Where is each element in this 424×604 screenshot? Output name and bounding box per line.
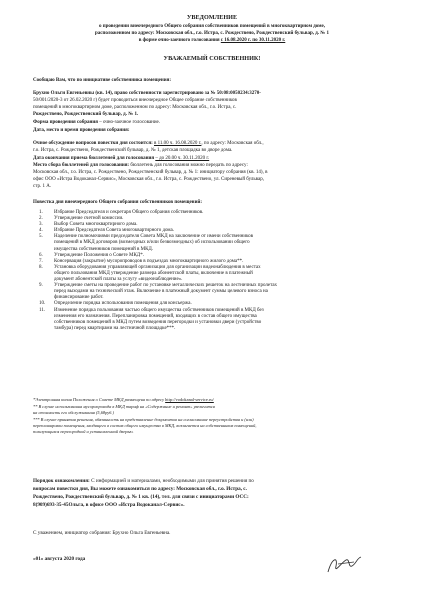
header-line-2: расположенном по адресу: Московская обл., г.о. Истра, с. Рождествено, Рождественский бульвар, д. № 1 (94, 31, 330, 36)
acquaint-line-4: 8(909)693-35-45Ольга, в офисе ООО «Истра Водоканал-Сервис». (33, 502, 185, 508)
acquaint-line-2: вопросам повестки дня, Вы можете ознакомиться по адресу: Московская обл., г.о. Истра, с. (33, 486, 247, 492)
salutation: УВАЖАЕМЫЙ СОБСТВЕННИК! (163, 55, 261, 62)
agenda-item-2: 2. Утверждение счетной комиссии. (39, 216, 124, 222)
agenda-item-4: 4. Избрание Председателя Совета многоквартирного дома. (39, 228, 174, 234)
end-value: – до 20.00 ч. 30.11.2020 г. (155, 156, 210, 161)
collect-line (33, 163, 248, 168)
ochnoe-time: в 11.00 ч. 16.08.2020 г. (153, 141, 202, 146)
notice-title: УВЕДОМЛЕНИЕ (186, 14, 238, 21)
agenda-item-7: 7. Консервация (закрытие) мусоропроводов в подъездах многоквартирного жилого дома**. (39, 258, 244, 264)
collect-rest: бюллетень для голосования можно передать по адресу: (130, 163, 248, 168)
intro-text: Сообщаю Вам, что по инициативе собственника помещения: (33, 78, 172, 83)
form-value: – очно-заочное голосование. (99, 120, 160, 125)
agenda-item-6: 6. Утверждение Положения о Совете МКД*. (39, 252, 144, 258)
closing-date: «01» августа 2020 года (33, 556, 86, 562)
footnote-2-line-1: ** В случае использования мусоропровода в МКД тариф на «Содержание и ремонт» увеличится (33, 404, 215, 409)
form-line (33, 120, 160, 125)
agenda-heading: Повестка дня внеочередного Общего собрания собственников помещений: (33, 200, 202, 205)
closing-respect: С уважением, инициатор собрания: Брухно Ольга Евгеньевна. (33, 530, 171, 536)
header-line-3 (0, 38, 424, 43)
datetime-heading: Дата, место и время проведения собрания: (33, 128, 130, 133)
footnote-1 (33, 397, 214, 402)
footnote-3-line-2: перепланировки помещения, входящего в состав общего имущества в МКД, возлагается на собственников помещений, (33, 423, 257, 428)
initiator-line-3: помещений в многоквартирном доме, расположенном по адресу: Московская обл., г.о. Истра, с. (33, 105, 237, 110)
agenda-item-10: 10. Определение порядка использования помещения для консьержа. (39, 301, 192, 307)
ochnoe-label: Очное обсуждение вопросов повестки дня состоится: (33, 141, 153, 146)
collect-label: Место сбора бюллетеней для голосования: (33, 163, 130, 168)
collect-line-2: Московская обл., г.о. Истра, с. Рождествено, Рождественский бульвар, д. № 1: инициатору собрания (кв. 14), в (33, 170, 268, 175)
end-line (33, 156, 209, 161)
header-dates: с 16.08.2020 г. по 30.11.2020 г. (220, 38, 286, 43)
agenda-list (34, 210, 386, 332)
ochnoe-rest: , по адресу: Московская обл., (201, 141, 264, 146)
acquaint-label: Порядок ознакомления: (33, 478, 90, 484)
acquaint-line-1 (33, 478, 254, 484)
acquaint-line-3: Рождествено, Рождественский бульвар, д. № 1 кв. (14), тел. для связи с инициаторами ОСС: (33, 494, 249, 500)
agenda-item-1: 1. Избрание Председателя и секретаря Общего собрания собственников. (39, 210, 204, 215)
initiator-line-4: Рождествено, Рождественский бульвар, д. № 1. (33, 112, 139, 117)
agenda-item-8: 8. Установка оборудования управляющей организации для организации видеонаблюдения в местах общего пользования МКД утверждение размера абонентской платы, включение в платежный документ абонентской платы за услугу «видеонаблюдение». (39, 264, 261, 283)
end-label: Дата окончания приема бюллетеней для голосования (33, 156, 155, 161)
agenda-item-3: 3. Выбор Совета многоквартирного дома. (39, 222, 138, 228)
collect-line-4: стр. 1 А. (33, 184, 52, 189)
agenda-item-5: 5. Наделение полномочиями председателя Совета МКД на заключение от имени собственников помещений в МКД договоров (возмездных и/или безвозмездных) об использовании общего имущества собственников помещений в МКД. (39, 234, 254, 252)
agenda-item-11: 11. Изменение порядка пользования частью общего имущества собственников помещений в МКД без изменения его назначения. Перепланировка помещений, входящих в состав общего имущества собственников помещений в МКД путем возведения перегородки и установки двери (устройство тамбура) перед квартирами на лестничной площадке***. (39, 307, 264, 331)
footnote-3-line-1: *** В случае принятия решения, обязанность на представление документов на согласование переустройства и (или) (33, 417, 254, 422)
footnote-2-line-2: на стоимость его обслуживания (5,68руб.) (33, 410, 114, 415)
collect-line-3: офис ООО «Истра Водоканал-Сервис», Московская обл., г.о. Истра, с. Рождествено, ул. Сиреневый бульвар, (33, 177, 264, 182)
ochnoe-line (33, 141, 264, 146)
initiator-line-1: Брухно Ольги Евгеньевны (кв. 14), право собственности зарегистрировано за № 50:08:0050234:3270- (33, 91, 261, 96)
header-form-text: в форме очно-заочного голосования (138, 38, 220, 43)
footnote-3-line-3: пользующихся перегородкой и установленной дверью. (33, 429, 134, 434)
ochnoe-line-2: г.о. Истра, с. Рождествено, Рождественский бульвар, д. № 1, детская площадка во дворе дома. (33, 148, 233, 153)
acquaint-rest: С информацией и материалами, необходимыми для принятия решения по (91, 478, 254, 484)
agenda-item-9: 9. Утверждение сметы на проведение работ по установке металлических решеток на лестничных пролетах перед выходами на технический этаж. Включение в платежный документ суммы целевого взноса на финансирование работ. (39, 283, 278, 301)
footnote-1-text: *Электронная копия Положения о Совете МКД размещена по адресу (33, 397, 165, 402)
header-line-1: о проведении внеочередного Общего собрания собственников помещений в многоквартирном доме, (98, 24, 326, 29)
footnote-link[interactable]: http://vodokanal-service.ru/ (165, 397, 214, 402)
initiator-line-2: 50/001/2020-3 от 26.02.2020 г) будет проводиться внеочередное Общее собрание собственников (33, 98, 237, 103)
form-label: Форма проведения собрания (33, 120, 98, 125)
signature-mark (324, 552, 364, 578)
